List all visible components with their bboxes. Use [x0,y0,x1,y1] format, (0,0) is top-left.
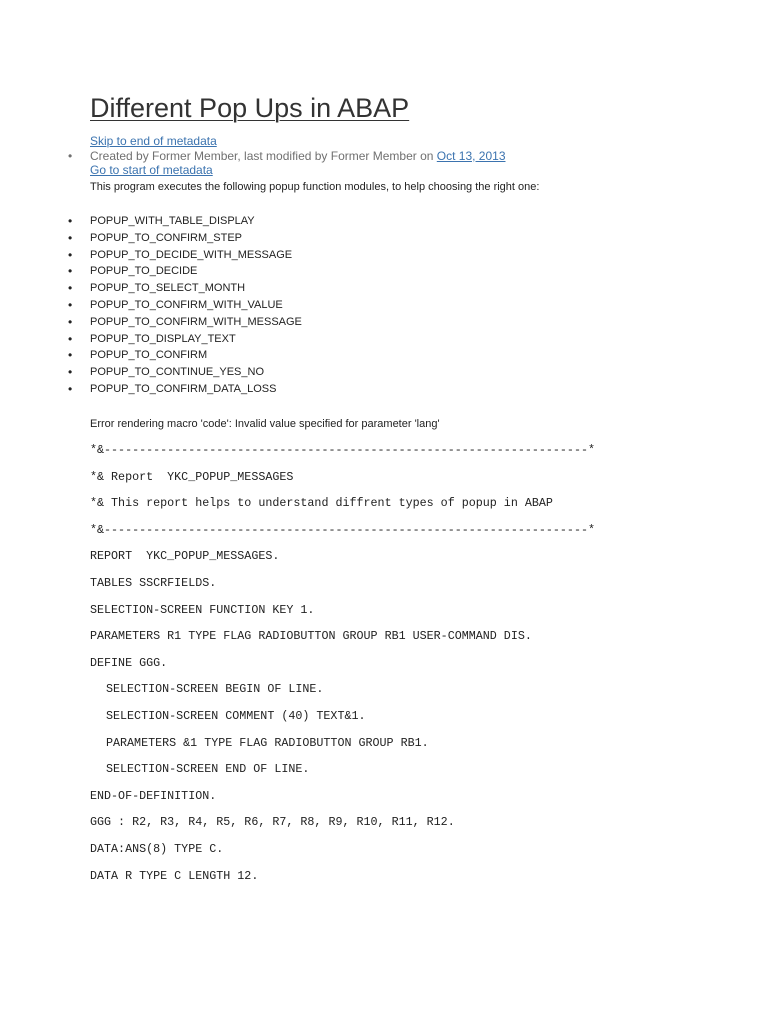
list-item: • POPUP_TO_CONFIRM_DATA_LOSS [90,381,302,398]
list-item: • POPUP_TO_CONFIRM [90,347,302,364]
code-line: REPORT YKC_POPUP_MESSAGES. [90,549,280,564]
code-line: DEFINE GGG. [90,655,168,670]
list-item: • POPUP_TO_CONTINUE_YES_NO [90,364,302,381]
code-line: PARAMETERS &1 TYPE FLAG RADIOBUTTON GROUP RB1. [106,735,429,750]
code-line: *& This report helps to understand diffrent types of popup in ABAP [90,496,553,511]
last-modified-date-link[interactable]: Oct 13, 2013 [436,148,506,163]
function-module-list [90,213,302,398]
code-line: END-OF-DEFINITION. [90,788,217,803]
page-title: Different Pop Ups in ABAP [90,93,410,123]
list-item: • POPUP_TO_CONFIRM_STEP [90,230,302,247]
list-item: • POPUP_TO_CONFIRM_WITH_MESSAGE [90,314,302,331]
intro-paragraph: This program executes the following popup function modules, to help choosing the right one: [90,181,540,193]
list-item: • POPUP_TO_DECIDE_WITH_MESSAGE [90,247,302,264]
go-to-start-of-metadata-link[interactable]: Go to start of metadata [90,163,213,177]
code-line: DATA R TYPE C LENGTH 12. [90,868,259,883]
code-line: PARAMETERS R1 TYPE FLAG RADIOBUTTON GROUP RB1 USER-COMMAND DIS. [90,629,532,644]
macro-error-message: Error rendering macro 'code': Invalid value specified for parameter 'lang' [90,418,440,430]
list-item: • POPUP_TO_DISPLAY_TEXT [90,331,302,348]
code-line: *&---------------------------------------------------------------------* [90,522,595,537]
byline-text: Created by Former Member, last modified by Former Member on [90,148,437,163]
code-line: TABLES SSCRFIELDS. [90,575,217,590]
code-line: DATA:ANS(8) TYPE C. [90,841,224,856]
list-item: • POPUP_TO_CONFIRM_WITH_VALUE [90,297,302,314]
code-line: SELECTION-SCREEN BEGIN OF LINE. [106,682,324,697]
code-line: SELECTION-SCREEN FUNCTION KEY 1. [90,602,315,617]
list-item: • POPUP_TO_SELECT_MONTH [90,280,302,297]
page-metadata [68,134,506,178]
page-byline [68,148,506,164]
code-line: *& Report YKC_POPUP_MESSAGES [90,469,294,484]
code-line: GGG : R2, R3, R4, R5, R6, R7, R8, R9, R10, R11, R12. [90,815,455,830]
code-line: SELECTION-SCREEN COMMENT (40) TEXT&1. [106,708,366,723]
code-line: *&---------------------------------------------------------------------* [90,443,595,457]
skip-to-end-of-metadata-link[interactable]: Skip to end of metadata [90,134,217,148]
code-line: SELECTION-SCREEN END OF LINE. [106,762,310,777]
list-item: • POPUP_TO_DECIDE [90,263,302,280]
code-block [90,440,595,892]
bullet-icon: • [68,148,73,163]
list-item: • POPUP_WITH_TABLE_DISPLAY [90,213,302,230]
